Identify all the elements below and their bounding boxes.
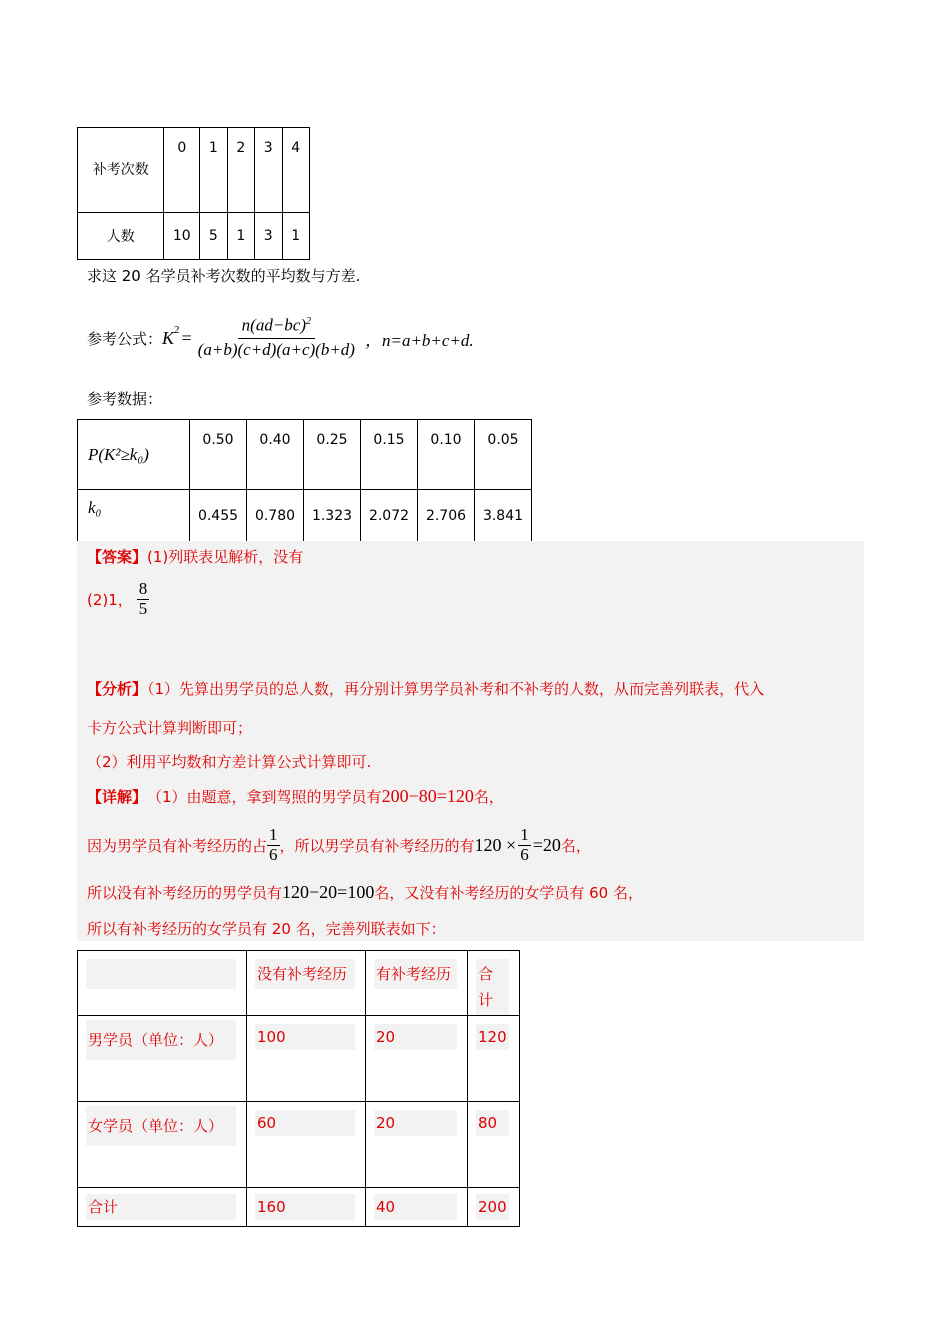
retake-count-table [77, 127, 310, 260]
table3-header: 合计 [468, 951, 520, 1016]
formula-numerator: n(ad−bc) [241, 316, 306, 336]
table1-header-label: 补考次数 [78, 128, 164, 213]
answer-fraction: $\frac{8}{5}$ [138, 579, 148, 618]
table1-cell: 5 [200, 213, 227, 260]
formula-denominator: (a+b)(c+d)(a+c)(b+d) [197, 339, 355, 359]
detail-fraction-1: $\frac{1}{6}$ [269, 824, 278, 864]
reference-data-label: 参考数据： [87, 390, 163, 408]
table2-k-cell: 1.323 [304, 490, 361, 542]
analysis-line1: 【分析】（1）先算出男学员的总人数，再分别计算男学员补考和不补考的人数，从而完善列联表，代入 [87, 680, 765, 698]
detail-line1: 【详解】 （1）由题意，拿到驾照的男学员有 200−80=120 名， [87, 786, 504, 806]
table3-cell: 20 [366, 1016, 468, 1102]
table2-p-cell: 0.15 [361, 420, 418, 490]
table1-cell: 3 [255, 213, 282, 260]
table3-cell: 80 [468, 1102, 520, 1188]
table3-cell: 200 [468, 1188, 520, 1227]
detail-fraction-2: $\frac{1}{6}$ [520, 824, 529, 864]
table1-header-cell: 0 [164, 128, 200, 213]
table3-corner [78, 951, 247, 1016]
table3-cell: 20 [366, 1102, 468, 1188]
formula-fraction [194, 316, 359, 359]
formula-lhs-sup: 2 [174, 324, 180, 336]
table2-p-label: P(K²≥k₀) [78, 420, 190, 490]
table1-cell: 1 [227, 213, 254, 260]
detail-line3: 所以没有补考经历的男学员有 120−20=100 名，又没有补考经历的女学员有 60 名， [87, 882, 643, 902]
table2-k-cell: 2.072 [361, 490, 418, 542]
table3-cell: 120 [468, 1016, 520, 1102]
table2-k-cell: 0.455 [190, 490, 247, 542]
analysis-line2: 卡方公式计算判断即可； [87, 719, 253, 737]
table3-cell: 160 [247, 1188, 366, 1227]
table2-p-cell: 0.05 [475, 420, 532, 490]
analysis-line3: （2）利用平均数和方差计算公式计算即可. [87, 753, 372, 771]
formula-suffix: ，n=a+b+c+d. [364, 330, 474, 350]
table3-cell: 100 [247, 1016, 366, 1102]
answer-line2: (2)1， $\frac{8}{5}$ [87, 579, 148, 618]
table3-cell: 60 [247, 1102, 366, 1188]
solution-block [77, 541, 864, 941]
table1-row-label: 人数 [78, 213, 164, 260]
answer-line1: 【答案】(1)列联表见解析，没有 [87, 548, 304, 566]
table1-cell: 1 [282, 213, 310, 260]
reference-formula [87, 312, 474, 364]
table2-p-cell: 0.40 [247, 420, 304, 490]
table1-header-cell: 4 [282, 128, 310, 213]
table2-k-cell: 0.780 [247, 490, 304, 542]
table2-k-cell: 3.841 [475, 490, 532, 542]
table1-header-cell: 3 [255, 128, 282, 213]
detail-line2: 因为男学员有补考经历的占 $\frac{1}{6}$ ，所以男学员有补考经历的有 120 × $\frac{1}{6}$ =20 名， [87, 824, 591, 864]
table3-row-label: 男学员（单位：人） [78, 1016, 247, 1102]
formula-eq: = [181, 327, 192, 348]
table3-row-label: 女学员（单位：人） [78, 1102, 247, 1188]
table2-p-cell: 0.50 [190, 420, 247, 490]
table1-header-cell: 1 [200, 128, 227, 213]
table2-p-cell: 0.10 [418, 420, 475, 490]
table3-header: 有补考经历 [366, 951, 468, 1016]
formula-prefix: 参考公式： [87, 329, 163, 348]
question-text: 求这 20 名学员补考次数的平均数与方差. [87, 267, 361, 285]
table2-k-cell: 2.706 [418, 490, 475, 542]
table1-header-cell: 2 [227, 128, 254, 213]
critical-value-table [77, 419, 532, 542]
formula-numerator-sup: 2 [306, 316, 311, 328]
table1-cell: 10 [164, 213, 200, 260]
formula-lhs: K [162, 327, 175, 348]
table2-p-cell: 0.25 [304, 420, 361, 490]
table2-k-label: k₀ [78, 490, 190, 542]
table3-row-label: 合计 [78, 1188, 247, 1227]
detail-line4: 所以有补考经历的女学员有 20 名，完善列联表如下： [87, 920, 446, 938]
contingency-table [77, 950, 520, 1227]
table3-header: 没有补考经历 [247, 951, 366, 1016]
table3-cell: 40 [366, 1188, 468, 1227]
